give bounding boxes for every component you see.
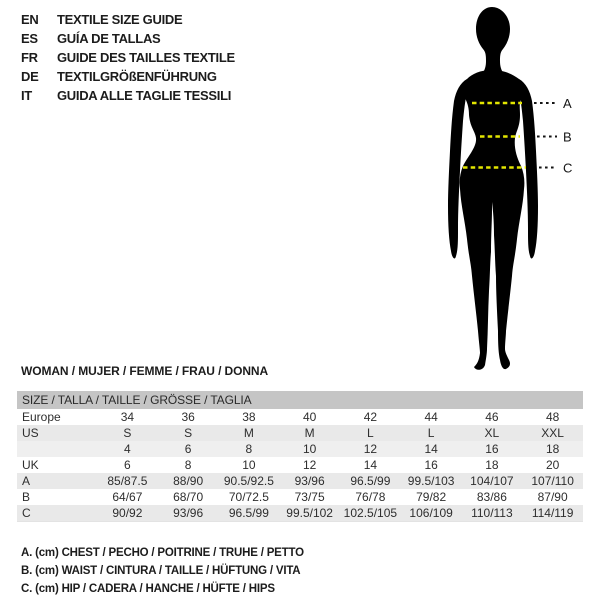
size-value: 106/109 xyxy=(409,506,453,520)
table-row xyxy=(17,505,583,521)
row-label: A xyxy=(22,474,31,488)
table-row xyxy=(17,441,583,457)
size-value: 18 xyxy=(485,458,499,472)
legend-waist: B. (cm) WAIST / CINTURA / TAILLE / HÜFTUNG / VITA xyxy=(21,565,301,577)
size-value: 99.5/102 xyxy=(286,506,333,520)
size-value: 73/75 xyxy=(294,490,325,504)
row-label: B xyxy=(22,490,31,504)
size-value: 83/86 xyxy=(476,490,507,504)
size-value: L xyxy=(367,426,374,440)
size-value: 64/67 xyxy=(112,490,143,504)
silhouette-body xyxy=(460,70,525,370)
size-value: 6 xyxy=(184,442,192,456)
size-value: 14 xyxy=(424,442,438,456)
size-value: 38 xyxy=(242,410,256,424)
size-value: 16 xyxy=(485,442,499,456)
size-value: 46 xyxy=(485,410,499,424)
size-value: 88/90 xyxy=(173,474,204,488)
size-value: 99.5/103 xyxy=(407,474,455,488)
size-value: 48 xyxy=(545,410,560,424)
size-value: 104/107 xyxy=(470,474,514,488)
size-value: 40 xyxy=(302,410,317,424)
size-table-body xyxy=(17,409,583,521)
language-title: GUIDE DES TAILLES TEXTILE xyxy=(57,50,235,65)
measurement-legend xyxy=(21,544,304,598)
language-row xyxy=(21,67,235,86)
size-value: 36 xyxy=(181,410,195,424)
language-title: GUÍA DE TALLAS xyxy=(57,31,161,46)
size-value: 16 xyxy=(424,458,438,472)
language-list xyxy=(21,10,235,105)
row-label xyxy=(17,441,97,457)
size-value: 8 xyxy=(245,442,253,456)
size-value: 93/96 xyxy=(173,506,204,520)
language-title: TEXTILGRÖßENFÜHRUNG xyxy=(57,69,217,84)
language-title: GUIDA ALLE TAGLIE TESSILI xyxy=(57,88,232,103)
body-measurement-figure xyxy=(430,0,580,380)
table-row xyxy=(17,409,583,425)
size-value: 90.5/92.5 xyxy=(223,474,274,488)
size-value: 107/110 xyxy=(531,474,574,488)
size-value: XL xyxy=(484,426,500,440)
language-row xyxy=(21,48,235,67)
table-row xyxy=(17,489,583,505)
size-value: 14 xyxy=(363,458,378,472)
row-label: C xyxy=(22,506,31,520)
table-row xyxy=(17,457,583,473)
language-code: IT xyxy=(21,88,32,103)
size-value: S xyxy=(184,426,193,440)
language-row xyxy=(21,10,235,29)
table-row xyxy=(17,425,583,441)
size-value: M xyxy=(304,426,315,440)
size-value: XXL xyxy=(541,426,564,440)
chest-label: A xyxy=(563,96,572,111)
size-value: 6 xyxy=(124,458,131,472)
size-value: 18 xyxy=(545,442,560,456)
size-value: 10 xyxy=(302,442,317,456)
size-value: 90/92 xyxy=(112,506,143,520)
size-value: 42 xyxy=(363,410,378,424)
size-value: 44 xyxy=(424,410,438,424)
size-value: 12 xyxy=(363,442,378,456)
size-table-header: SIZE / TALLA / TAILLE / GRÖSSE / TAGLIA xyxy=(17,391,583,409)
size-value: 68/70 xyxy=(173,490,204,504)
size-value: 8 xyxy=(184,458,192,472)
size-value: 102.5/105 xyxy=(343,506,398,520)
section-title: WOMAN / MUJER / FEMME / FRAU / DONNA xyxy=(21,364,269,378)
size-value: S xyxy=(123,426,132,440)
language-row xyxy=(21,86,235,105)
size-value: 34 xyxy=(120,410,135,424)
language-title: TEXTILE SIZE GUIDE xyxy=(57,12,183,27)
legend-hip: C. (cm) HIP / CADERA / HANCHE / HÜFTE / HIPS xyxy=(21,583,275,595)
size-value: 4 xyxy=(124,442,131,456)
language-row xyxy=(21,29,235,48)
language-code: DE xyxy=(21,69,39,84)
size-value: 10 xyxy=(242,458,256,472)
row-label: UK xyxy=(22,458,39,472)
table-row xyxy=(17,473,583,489)
size-value: 96.5/99 xyxy=(350,474,391,488)
size-value: 93/96 xyxy=(294,474,325,488)
size-value: 87/90 xyxy=(537,490,568,504)
size-table xyxy=(17,391,583,522)
size-value: 96.5/99 xyxy=(228,506,269,520)
size-value: 20 xyxy=(545,458,560,472)
hip-label: C xyxy=(563,160,573,176)
size-value: 79/82 xyxy=(416,490,447,504)
language-code: EN xyxy=(21,12,39,27)
size-value: 76/78 xyxy=(355,490,386,504)
waist-label: B xyxy=(563,129,572,145)
language-code: FR xyxy=(21,50,38,65)
silhouette-head xyxy=(476,7,510,74)
legend-chest: A. (cm) CHEST / PECHO / POITRINE / TRUHE / PETTO xyxy=(21,547,304,559)
row-label: US xyxy=(22,426,39,440)
size-value: 12 xyxy=(302,458,317,472)
row-label: Europe xyxy=(22,410,61,424)
size-value: 110/113 xyxy=(471,506,513,520)
size-value: 114/119 xyxy=(531,506,574,520)
size-value: 85/87.5 xyxy=(107,474,148,488)
size-value: L xyxy=(427,426,435,440)
size-value: 70/72.5 xyxy=(228,490,269,504)
size-value: M xyxy=(243,426,254,440)
language-code: ES xyxy=(21,31,38,46)
